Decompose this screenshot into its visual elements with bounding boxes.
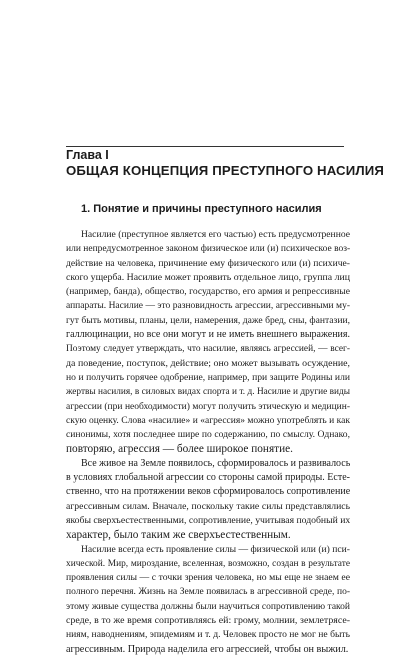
text-line: гут быть мотивы, планы, цели, намерения, даже бред, сны, фантазии, xyxy=(66,314,350,326)
text-line: агрессивным. Природа наделила его агрессией, чтобы он выжил. xyxy=(66,643,349,655)
text-line: хической. Мир, мироздание, вселенная, возможно, создан в результате xyxy=(66,558,350,569)
text-line: этому живые существа должны были научиться сопротивлению такой xyxy=(66,601,350,612)
text-line: но и получить горячее одобрение, например, при защите Родины или xyxy=(66,371,350,383)
text-line: да поведение, поступок, действие; оно может вызывать осуждение, xyxy=(66,357,350,369)
text-line: ниям, наводнениям, эпидемиям и т. д. Человек просто не мог не быть xyxy=(66,629,350,641)
body-text xyxy=(66,228,350,657)
text-line: синонимы, хотя последнее шире по содержанию, по смыслу. Однако, xyxy=(66,429,350,441)
text-line: действие на человека, причинение ему физического или (и) психиче- xyxy=(66,257,350,269)
text-line: (например, банда), общество, государство, его армия и репрессивные xyxy=(66,286,350,298)
text-line: Поэтому следует утверждать, что насилие, являясь агрессией, — всег- xyxy=(66,344,350,355)
text-line: галлюцинации, но все они могут и не иметь внешнего выражения. xyxy=(66,329,350,341)
text-line: ского ущерба. Насилие может проявить отдельное лицо, группа лиц xyxy=(66,271,350,283)
text-line: жертвы насилия, в силовых видах спорта и т. д. Насилие и другие виды xyxy=(66,387,350,398)
section-title: 1. Понятие и причины преступного насилия xyxy=(81,203,322,215)
text-line: повторяю, агрессия — более широкое понятие. xyxy=(66,443,293,456)
text-line: или непредусмотренное законом физическое или (и) психическое воз- xyxy=(66,244,350,255)
paragraph xyxy=(66,543,350,657)
chapter-label: Глава I xyxy=(66,148,109,162)
text-line: Насилие (преступное является его частью) есть предусмотренное xyxy=(81,229,350,240)
text-line: агрессии (при необходимости) могут получить этическую и медицин- xyxy=(66,401,350,412)
text-line: якобы сверхъестественными, сопротивление, учитывая подобный их xyxy=(66,514,350,526)
paragraph xyxy=(66,228,350,457)
text-line: аппараты. Насилие — это разновидность агрессии, агрессивными му- xyxy=(66,301,350,312)
text-line: Насилие всегда есть проявление силы — физической или (и) пси- xyxy=(81,543,350,555)
paragraph xyxy=(66,457,350,543)
chapter-rule xyxy=(66,146,344,147)
chapter-title: ОБЩАЯ КОНЦЕПЦИЯ ПРЕСТУПНОГО НАСИЛИЯ xyxy=(66,163,385,178)
text-line: в условиях глобальной агрессии со стороны самой природы. Есте- xyxy=(66,472,350,484)
text-line: полного перечня. Жизнь на Земле появилась в агрессивной среде, по- xyxy=(66,587,350,598)
text-line: агрессивным силам. Вначале, поскольку такие силы представлялись xyxy=(66,500,350,512)
text-line: характер, было таким же сверхъестественным. xyxy=(66,529,291,542)
text-line: скую оценку. Слова «насилие» и «агрессия» можно употреблять и как xyxy=(66,415,350,426)
text-line: Все живое на Земле появилось, сформировалось и развивалось xyxy=(81,457,350,469)
text-line: ственно, что на протяжении веков сформировалось сопротивление xyxy=(66,486,350,498)
text-line: проявления силы — с точки зрения человека, но мы еще не знаем ее xyxy=(66,572,350,584)
text-line: среде, в то же время сопротивляясь ей: грому, молнии, землетрясе- xyxy=(66,615,350,627)
